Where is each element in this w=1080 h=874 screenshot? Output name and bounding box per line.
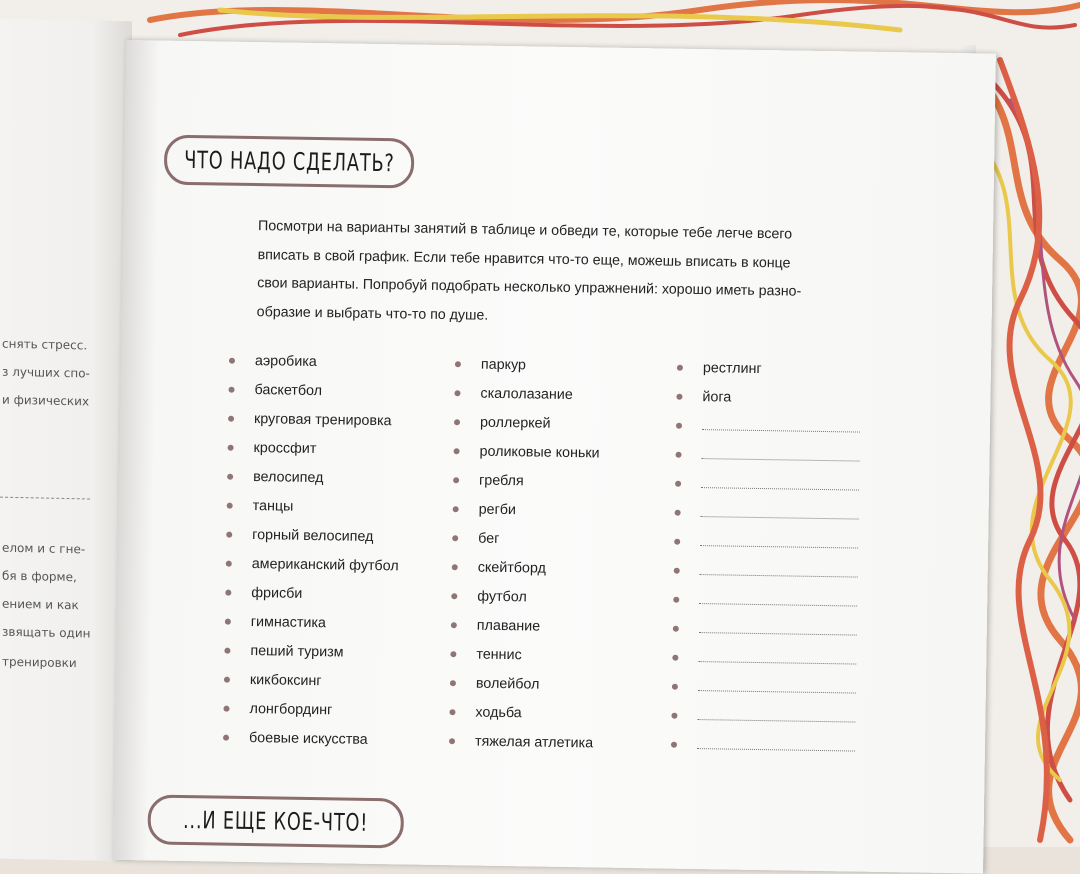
activity-column-2 bbox=[449, 355, 601, 763]
dotted-line bbox=[701, 475, 859, 490]
blank-write-in-line[interactable] bbox=[672, 649, 856, 681]
intro-paragraph bbox=[257, 212, 859, 335]
left-page-text: и физических bbox=[2, 392, 90, 409]
activity-item bbox=[454, 413, 600, 444]
blank-write-in-line[interactable] bbox=[674, 533, 858, 565]
activity-item bbox=[451, 616, 597, 647]
activity-label: горный велосипед bbox=[252, 527, 374, 545]
right-page bbox=[113, 40, 996, 874]
activity-label: регби bbox=[478, 501, 517, 519]
activity-item bbox=[228, 381, 401, 413]
section-heading-box bbox=[164, 135, 415, 189]
blank-write-in-line[interactable] bbox=[671, 707, 855, 739]
activity-label: волейбол bbox=[475, 675, 540, 693]
bullet-icon bbox=[675, 510, 681, 516]
bullet-icon bbox=[676, 452, 682, 458]
activity-label: велосипед bbox=[253, 469, 324, 487]
activity-label: йога bbox=[702, 389, 732, 406]
intro-line: Посмотри на варианты занятий в таблице и обведи те, которые тебе легче всего bbox=[257, 218, 793, 243]
dotted-line bbox=[699, 620, 857, 635]
bullet-icon bbox=[226, 561, 232, 567]
dotted-line bbox=[701, 446, 859, 461]
dotted-line bbox=[701, 504, 859, 519]
left-page-text: тренировки bbox=[2, 654, 77, 671]
bullet-icon bbox=[224, 677, 230, 683]
activity-item bbox=[225, 613, 398, 645]
bullet-icon bbox=[229, 358, 235, 364]
blank-write-in-line[interactable] bbox=[675, 446, 859, 478]
activity-label: американский футбол bbox=[251, 556, 399, 575]
dotted-line bbox=[700, 562, 858, 577]
bullet-icon bbox=[671, 713, 677, 719]
dotted-line bbox=[697, 736, 855, 751]
bullet-icon bbox=[227, 503, 233, 509]
activity-item bbox=[227, 468, 400, 500]
bullet-icon bbox=[453, 506, 459, 512]
bullet-icon bbox=[676, 423, 682, 429]
activity-label: лонгбординг bbox=[249, 701, 333, 719]
activity-item bbox=[452, 529, 598, 560]
activity-label: кикбоксинг bbox=[249, 672, 322, 690]
footer-heading: ...И ЕЩЕ КОЕ-ЧТО! bbox=[182, 805, 369, 837]
activity-label: скейтборд bbox=[477, 559, 547, 577]
bullet-icon bbox=[451, 593, 457, 599]
dotted-line bbox=[698, 649, 856, 664]
activity-item bbox=[226, 526, 399, 558]
activity-label: роликовые коньки bbox=[479, 443, 600, 462]
left-page-text: снять стресс. bbox=[2, 336, 88, 353]
bullet-icon bbox=[454, 419, 460, 425]
activity-item bbox=[225, 584, 398, 616]
blank-write-in-line[interactable] bbox=[673, 620, 857, 652]
bullet-icon bbox=[449, 709, 455, 715]
dotted-line bbox=[697, 707, 855, 722]
activity-item bbox=[449, 703, 595, 734]
activity-label: танцы bbox=[252, 498, 294, 515]
left-page-text: елом и с гне- bbox=[2, 540, 86, 557]
intro-line: свои варианты. Попробуй подобрать несколько упражнений: хорошо иметь разно- bbox=[257, 275, 802, 300]
activity-item bbox=[453, 442, 599, 473]
activity-item bbox=[229, 352, 402, 384]
bullet-icon bbox=[449, 738, 455, 744]
activity-item bbox=[223, 729, 396, 761]
activity-item bbox=[451, 587, 597, 618]
activity-item bbox=[226, 497, 399, 529]
activity-label: теннис bbox=[476, 646, 522, 664]
bullet-icon bbox=[228, 445, 234, 451]
activity-item bbox=[452, 500, 598, 531]
activity-item bbox=[223, 700, 396, 732]
blank-write-in-line[interactable] bbox=[671, 736, 855, 768]
activity-label: гребля bbox=[478, 472, 524, 490]
activity-label: роллеркей bbox=[479, 414, 551, 432]
section-heading: ЧТО НАДО СДЕЛАТЬ? bbox=[183, 145, 395, 178]
bullet-icon bbox=[225, 590, 231, 596]
bullet-icon bbox=[675, 481, 681, 487]
bullet-icon bbox=[227, 474, 233, 480]
bullet-icon bbox=[672, 684, 678, 690]
bullet-icon bbox=[452, 535, 458, 541]
activity-label: кроссфит bbox=[253, 440, 317, 458]
activity-label: бег bbox=[478, 530, 500, 547]
activity-item bbox=[677, 359, 861, 391]
left-page-text: звящать один bbox=[2, 624, 91, 641]
activity-item bbox=[224, 671, 397, 703]
activity-label: тяжелая атлетика bbox=[474, 733, 594, 752]
activity-column-3 bbox=[671, 359, 861, 768]
blank-write-in-line[interactable] bbox=[676, 417, 860, 449]
blank-write-in-line[interactable] bbox=[673, 562, 857, 594]
blank-write-in-line[interactable] bbox=[675, 475, 859, 507]
bullet-icon bbox=[673, 597, 679, 603]
bullet-icon bbox=[226, 532, 232, 538]
activity-label: гимнастика bbox=[250, 614, 327, 632]
bullet-icon bbox=[450, 651, 456, 657]
activity-label: паркур bbox=[480, 356, 527, 374]
dotted-line bbox=[698, 678, 856, 693]
left-page-text: з лучших спо- bbox=[2, 364, 90, 381]
bullet-icon bbox=[453, 477, 459, 483]
blank-write-in-line[interactable] bbox=[674, 504, 858, 536]
left-page-text: бя в форме, bbox=[2, 568, 77, 585]
left-page bbox=[0, 19, 132, 862]
bullet-icon bbox=[672, 655, 678, 661]
activity-item bbox=[450, 674, 596, 705]
activity-item bbox=[451, 558, 597, 589]
bullet-icon bbox=[673, 626, 679, 632]
activity-label: футбол bbox=[477, 588, 527, 606]
intro-line: образие и выбрать что-то по душе. bbox=[256, 303, 489, 324]
bullet-icon bbox=[454, 448, 460, 454]
bullet-icon bbox=[452, 564, 458, 570]
activity-item bbox=[676, 388, 860, 420]
dotted-line bbox=[699, 591, 857, 606]
activity-item bbox=[228, 410, 401, 442]
activity-label: аэробика bbox=[254, 353, 317, 371]
bullet-icon bbox=[228, 387, 234, 393]
activity-item bbox=[454, 384, 600, 415]
bullet-icon bbox=[677, 365, 683, 371]
activity-column-1 bbox=[223, 352, 402, 761]
intro-line: вписать в свой график. Если тебе нравится что-то еще, можешь вписать в конце bbox=[257, 246, 791, 271]
activity-label: плавание bbox=[476, 617, 541, 635]
bullet-icon bbox=[223, 735, 229, 741]
bullet-icon bbox=[454, 390, 460, 396]
activity-label: скалолазание bbox=[480, 385, 573, 404]
activity-item bbox=[449, 732, 595, 763]
bullet-icon bbox=[228, 416, 234, 422]
left-page-divider bbox=[0, 497, 90, 500]
activity-item bbox=[455, 355, 601, 386]
activity-label: пеший туризм bbox=[250, 643, 344, 661]
activity-item bbox=[450, 645, 596, 676]
blank-write-in-line[interactable] bbox=[673, 591, 857, 623]
footer-heading-box bbox=[147, 794, 404, 848]
activity-label: ходьба bbox=[475, 704, 522, 722]
bullet-icon bbox=[674, 568, 680, 574]
left-page-text: ением и как bbox=[2, 596, 79, 613]
activity-label: баскетбол bbox=[254, 382, 323, 400]
bullet-icon bbox=[451, 622, 457, 628]
bullet-icon bbox=[671, 742, 677, 748]
bullet-icon bbox=[225, 619, 231, 625]
bullet-icon bbox=[450, 680, 456, 686]
bullet-icon bbox=[676, 394, 682, 400]
activity-label: фрисби bbox=[251, 585, 303, 602]
activity-label: круговая тренировка bbox=[253, 411, 392, 430]
bullet-icon bbox=[224, 648, 230, 654]
activity-label: боевые искусства bbox=[248, 730, 368, 748]
activity-item bbox=[453, 471, 599, 502]
bullet-icon bbox=[455, 361, 461, 367]
dotted-line bbox=[702, 417, 860, 432]
bullet-icon bbox=[223, 706, 229, 712]
activity-item bbox=[224, 642, 397, 674]
blank-write-in-line[interactable] bbox=[672, 678, 856, 710]
bullet-icon bbox=[674, 539, 680, 545]
activity-item bbox=[225, 555, 398, 587]
dotted-line bbox=[700, 533, 858, 548]
activity-label: рестлинг bbox=[702, 360, 762, 378]
activity-item bbox=[227, 439, 400, 471]
